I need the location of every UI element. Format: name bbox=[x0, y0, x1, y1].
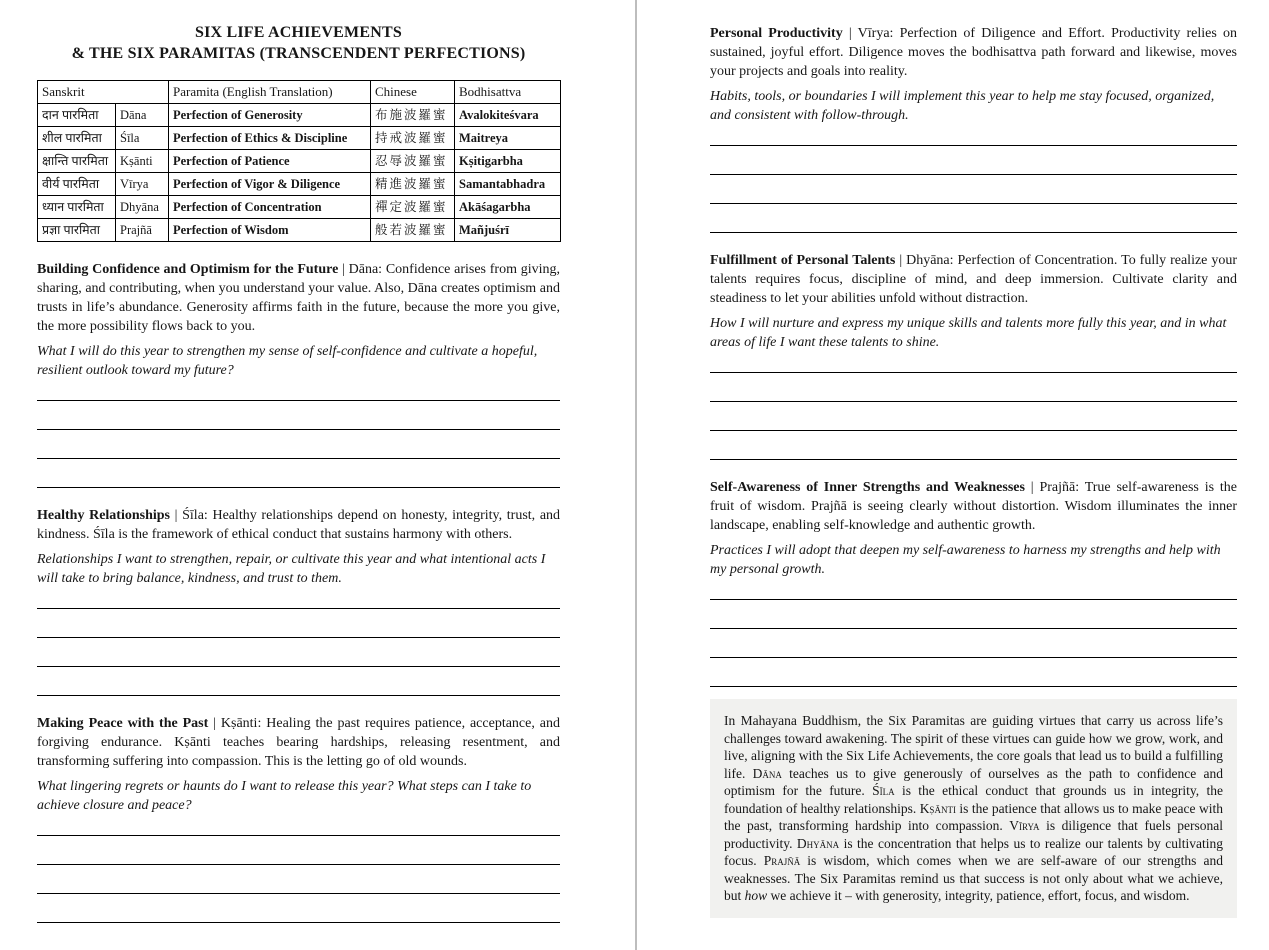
section-term: Vīrya: bbox=[857, 26, 894, 41]
left-page bbox=[37, 0, 560, 923]
section-dana bbox=[37, 260, 560, 488]
writing-lines bbox=[710, 117, 1237, 233]
header-paramita: Paramita (English Translation) bbox=[169, 81, 371, 104]
cell-bodhisattva: Mañjuśrī bbox=[455, 219, 561, 242]
ruled-writing-line bbox=[710, 658, 1237, 687]
header-sanskrit: Sanskrit bbox=[38, 81, 169, 104]
right-page bbox=[710, 0, 1237, 918]
cell-chinese: 禪定波羅蜜 bbox=[371, 196, 455, 219]
document-title bbox=[37, 22, 560, 64]
header-bodhisattva: Bodhisattva bbox=[455, 81, 561, 104]
cell-bodhisattva: Akāśagarbha bbox=[455, 196, 561, 219]
cell-devanagari: शील पारमिता bbox=[38, 127, 116, 150]
cell-roman: Prajñā bbox=[116, 219, 169, 242]
ruled-writing-line bbox=[710, 204, 1237, 233]
ruled-writing-line bbox=[710, 175, 1237, 204]
writing-lines bbox=[37, 807, 560, 923]
section-body: Confidence arises from giving, sharing, and contributing, when you understand your value. Also, Dāna creates optimism and trusts in life’s abundance. Generosity affirms faith in the future, because the more you give, the more possibility flows back to you. bbox=[37, 262, 561, 334]
section-virya bbox=[710, 24, 1237, 233]
cell-bodhisattva: Maitreya bbox=[455, 127, 561, 150]
section-heading: Healthy Relationships bbox=[37, 508, 170, 523]
cell-chinese: 忍辱波羅蜜 bbox=[371, 150, 455, 173]
section-prompt: How I will nurture and express my unique skills and talents more fully this year, and in what areas of life I want these talents to shine. bbox=[710, 316, 1227, 350]
section-sila bbox=[37, 506, 560, 696]
summary-text: is the ethical conduct that grounds us in integrity, the foundation of healthy relationships. bbox=[724, 783, 1223, 816]
cell-roman: Śīla bbox=[116, 127, 169, 150]
ruled-writing-line bbox=[37, 430, 560, 459]
ruled-writing-line bbox=[37, 609, 560, 638]
section-body: Perfection of Concentration. To fully realize your talents requires focus, discipline of mind, and deep immersion. Cultivate clarity and steadiness to let your abilities unfold without distraction. bbox=[710, 253, 1238, 306]
title-line-2: & THE SIX PARAMITAS (TRANSCENDENT PERFECTIONS) bbox=[71, 45, 526, 62]
summary-paragraph bbox=[724, 712, 1223, 905]
section-body: True self-awareness is the fruit of wisdom. Prajñā is seeing clearly without distortion. Wisdom illuminates the inner landscape, enabling self-knowledge and authentic growth. bbox=[710, 480, 1238, 533]
ruled-writing-line bbox=[37, 459, 560, 488]
ruled-writing-line bbox=[37, 401, 560, 430]
section-term: Dhyāna: bbox=[906, 253, 954, 268]
section-paragraph bbox=[710, 24, 1237, 81]
table-header-row bbox=[38, 81, 561, 104]
heading-separator: | bbox=[1030, 480, 1034, 495]
section-term: Dāna: bbox=[348, 262, 383, 277]
section-ksanti bbox=[37, 714, 560, 923]
section-heading: Self-Awareness of Inner Strengths and Weaknesses bbox=[710, 480, 1025, 495]
heading-separator: | bbox=[848, 26, 852, 41]
cell-devanagari: ध्यान पारमिता bbox=[38, 196, 116, 219]
ruled-writing-line bbox=[37, 667, 560, 696]
section-prompt: Practices I will adopt that deepen my self-awareness to harness my strengths and help with my personal growth. bbox=[710, 543, 1221, 577]
heading-separator: | bbox=[342, 262, 345, 277]
cell-english: Perfection of Generosity bbox=[169, 104, 371, 127]
summary-text: is the patience that allows us to make peace with the past, transforming hardship into compassion. bbox=[724, 800, 1223, 833]
table-row bbox=[38, 219, 561, 242]
section-paragraph bbox=[37, 260, 560, 336]
section-heading: Personal Productivity bbox=[710, 26, 843, 41]
section-prompt: Relationships I want to strengthen, repair, or cultivate this year and what intentional acts I will take to bring balance, kindness, and trust to them. bbox=[37, 552, 546, 586]
table-row bbox=[38, 127, 561, 150]
cell-bodhisattva: Avalokiteśvara bbox=[455, 104, 561, 127]
section-prompt: What lingering regrets or haunts do I want to release this year? What steps can I take to achieve closure and peace? bbox=[37, 779, 532, 813]
section-body: Healing the past requires patience, acceptance, and forgiving endurance. Kṣānti teaches bearing hardships, releasing resentment, and transforming suffering into compassion. This is the letting go of old wounds. bbox=[37, 716, 560, 769]
section-body: Perfection of Diligence and Effort. Productivity relies on sustained, joyful effort. Diligence moves the bodhisattva path forward and likewise, moves your projects and goals into reality. bbox=[710, 26, 1238, 79]
header-chinese: Chinese bbox=[371, 81, 455, 104]
cell-english: Perfection of Wisdom bbox=[169, 219, 371, 242]
ruled-writing-line bbox=[710, 600, 1237, 629]
summary-text: is the concentration that helps us to realize our talents by cultivating focus. bbox=[724, 835, 1223, 868]
section-prompt: Habits, tools, or boundaries I will implement this year to help me stay focused, organized, and consistent with follow-through. bbox=[710, 89, 1215, 123]
cell-english: Perfection of Vigor & Diligence bbox=[169, 173, 371, 196]
cell-devanagari: प्रज्ञा पारमिता bbox=[38, 219, 116, 242]
paramita-term-ksanti: Kṣānti bbox=[919, 800, 956, 816]
ruled-writing-line bbox=[710, 629, 1237, 658]
title-line-1: SIX LIFE ACHIEVEMENTS bbox=[195, 24, 402, 41]
cell-devanagari: क्षान्ति पारमिता bbox=[38, 150, 116, 173]
cell-chinese: 布施波羅蜜 bbox=[371, 104, 455, 127]
ruled-writing-line bbox=[710, 402, 1237, 431]
table-row bbox=[38, 196, 561, 219]
cell-chinese: 持戒波羅蜜 bbox=[371, 127, 455, 150]
cell-roman: Kṣānti bbox=[116, 150, 169, 173]
cell-bodhisattva: Kṣitigarbha bbox=[455, 150, 561, 173]
cell-devanagari: वीर्य पारमिता bbox=[38, 173, 116, 196]
cell-bodhisattva: Samantabhadra bbox=[455, 173, 561, 196]
table-row bbox=[38, 173, 561, 196]
ruled-writing-line bbox=[37, 638, 560, 667]
summary-text: In Mahayana Buddhism, the Six Paramitas are guiding virtues that carry us across life’s challenges toward awakening. The spirit of these virtues can guide how we grow, work, and live, aligning with the Six Life Achievements, the core goals that lead us to build a fulfilling life. bbox=[724, 713, 1223, 781]
section-paragraph bbox=[710, 478, 1237, 535]
cell-roman: Vīrya bbox=[116, 173, 169, 196]
paramita-term-virya: Vīrya bbox=[1009, 818, 1040, 833]
cell-devanagari: दान पारमिता bbox=[38, 104, 116, 127]
summary-text: is wisdom, which comes when we are self-aware of our strengths and weaknesses. The Six Paramitas remind us that success is not only about what we achieve, but bbox=[724, 853, 1223, 903]
table-row bbox=[38, 150, 561, 173]
summary-text: we achieve it – with generosity, integrity, patience, effort, focus, and wisdom. bbox=[767, 888, 1190, 903]
cell-english: Perfection of Ethics & Discipline bbox=[169, 127, 371, 150]
section-prajna bbox=[710, 478, 1237, 687]
section-heading: Fulfillment of Personal Talents bbox=[710, 253, 896, 268]
cell-english: Perfection of Concentration bbox=[169, 196, 371, 219]
cell-roman: Dhyāna bbox=[116, 196, 169, 219]
ruled-writing-line bbox=[37, 836, 560, 865]
section-term: Prajñā: bbox=[1039, 480, 1080, 495]
summary-emphasis-how: how bbox=[744, 888, 768, 903]
section-term: Śīla: bbox=[182, 508, 208, 523]
writing-lines bbox=[37, 580, 560, 696]
heading-separator: | bbox=[174, 508, 178, 523]
cell-chinese: 精進波羅蜜 bbox=[371, 173, 455, 196]
paramita-term-sila: Śīla bbox=[872, 783, 895, 798]
ruled-writing-line bbox=[37, 894, 560, 923]
writing-lines bbox=[37, 372, 560, 488]
section-body: Healthy relationships depend on honesty, integrity, trust, and kindness. Śīla is the framework of ethical conduct that sustains harmony with others. bbox=[37, 508, 561, 542]
ruled-writing-line bbox=[710, 431, 1237, 460]
section-paragraph bbox=[37, 506, 560, 544]
section-term: Kṣānti: bbox=[220, 716, 262, 731]
section-paragraph bbox=[37, 714, 560, 771]
paramita-term-dhyana: Dhyāna bbox=[796, 835, 840, 851]
writing-lines bbox=[710, 344, 1237, 460]
cell-english: Perfection of Patience bbox=[169, 150, 371, 173]
cell-roman: Dāna bbox=[116, 104, 169, 127]
page-gutter-divider bbox=[635, 0, 637, 950]
paramita-term-prajna: Prajñā bbox=[763, 853, 801, 868]
section-prompt: What I will do this year to strengthen my sense of self-confidence and cultivate a hopeful, resilient outlook toward my future? bbox=[37, 344, 538, 378]
heading-separator: | bbox=[213, 716, 216, 731]
paramitas-table bbox=[37, 80, 561, 242]
section-heading: Making Peace with the Past bbox=[37, 716, 209, 731]
writing-lines bbox=[710, 571, 1237, 687]
summary-text: is diligence that fuels personal productivity. bbox=[724, 818, 1224, 851]
paramita-term-dana: Dāna bbox=[752, 765, 782, 781]
cell-chinese: 般若波羅蜜 bbox=[371, 219, 455, 242]
heading-separator: | bbox=[899, 253, 903, 268]
section-dhyana bbox=[710, 251, 1237, 460]
summary-text: teaches us to give generously of ourselves as the path to confidence and optimism for the future. bbox=[724, 765, 1224, 798]
summary-box bbox=[710, 699, 1237, 918]
ruled-writing-line bbox=[37, 865, 560, 894]
table-row bbox=[38, 104, 561, 127]
section-heading: Building Confidence and Optimism for the Future bbox=[37, 262, 339, 277]
section-paragraph bbox=[710, 251, 1237, 308]
ruled-writing-line bbox=[710, 373, 1237, 402]
ruled-writing-line bbox=[710, 146, 1237, 175]
